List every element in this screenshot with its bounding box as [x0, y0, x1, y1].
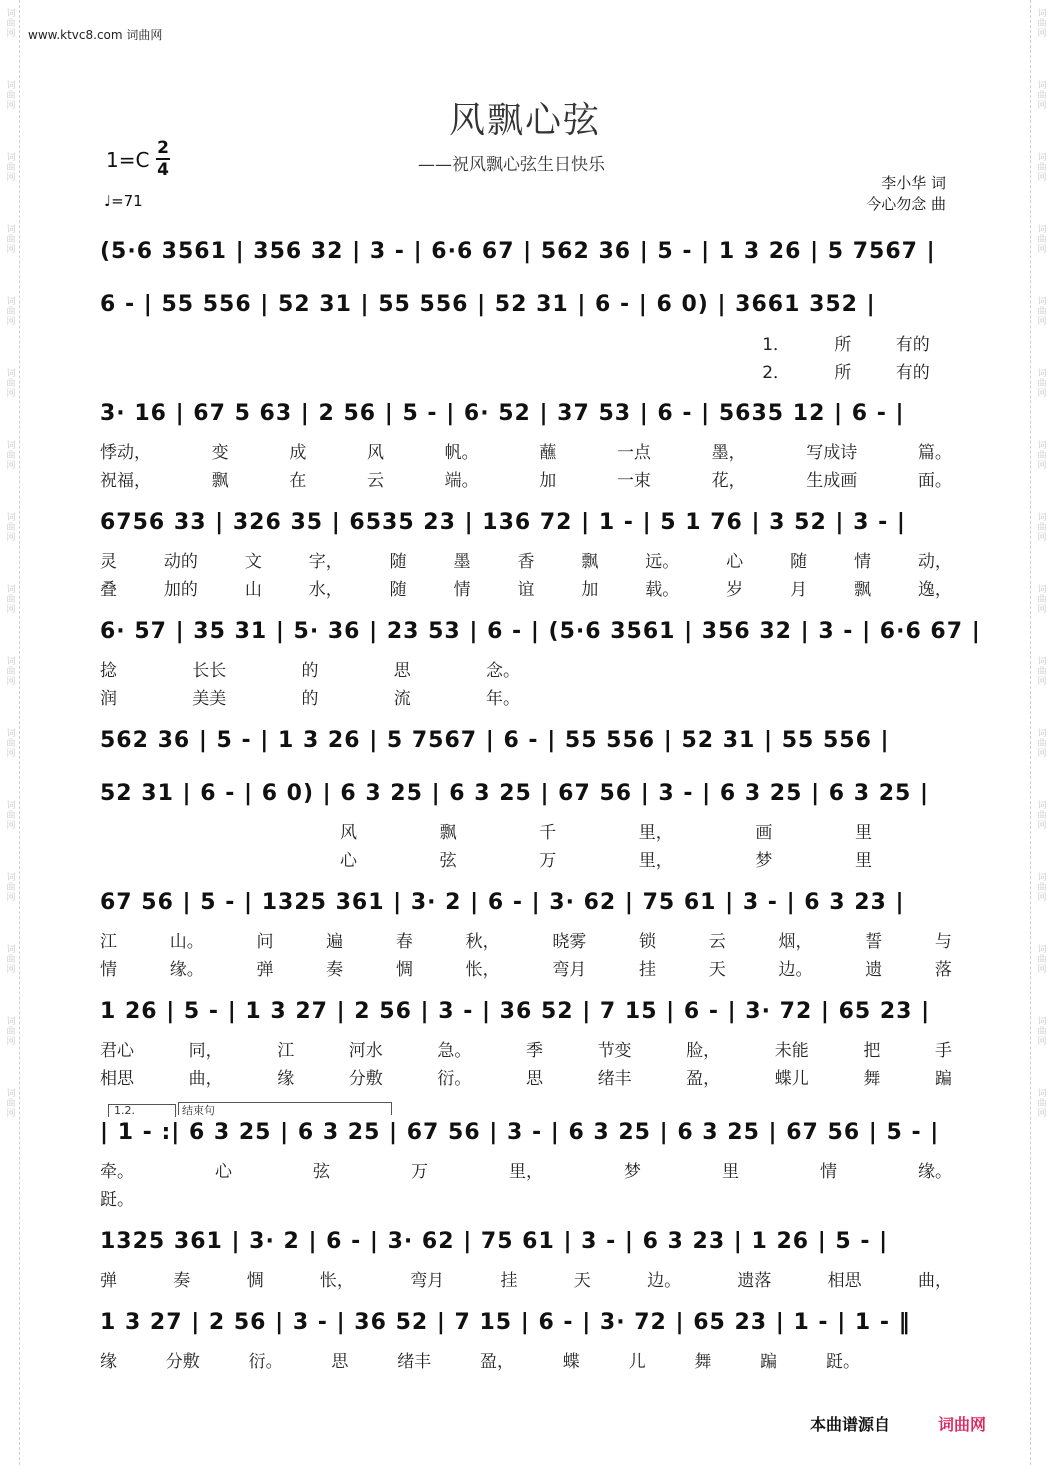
left-watermark-strip [0, 0, 20, 1465]
watermark-text: 词曲网 [1035, 8, 1046, 38]
watermark-text: 词曲网 [1035, 656, 1046, 686]
notation-row: 6· 57 | 35 31 | 5· 36 | 23 53 | 6 - | (5·6 3561 | 356 32 | 3 - | 6·6 67 | [100, 618, 981, 644]
footer-source-text: 本曲谱源自 [810, 1415, 891, 1434]
watermark-text: 词曲网 [4, 728, 15, 758]
watermark-text: 词曲网 [4, 944, 15, 974]
watermark-text: 词曲网 [1035, 440, 1046, 470]
watermark-text: 词曲网 [4, 800, 15, 830]
watermark-text: 词曲网 [1035, 80, 1046, 110]
lyric-line: 叠 加的 山 水， 随 情 谊 加 载。 岁 月 飘 逸， [100, 579, 952, 600]
lyric-line: 心 弦 万 里， 梦 里 [340, 850, 872, 871]
watermark-text: 词曲网 [1035, 152, 1046, 182]
watermark-text: 词曲网 [4, 80, 15, 110]
watermark-text: 词曲网 [1035, 872, 1046, 902]
lyric-line: 牵。 心 弦 万 里， 梦 里 情 缘。 [100, 1161, 952, 1182]
watermark-text: 词曲网 [1035, 512, 1046, 542]
watermark-text: 词曲网 [1035, 296, 1046, 326]
volta-label: 1.2. [114, 1104, 135, 1117]
watermark-text: 词曲网 [4, 1016, 15, 1046]
time-signature-top: 2 [157, 138, 169, 158]
notation-row: 1 26 | 5 - | 1 3 27 | 2 56 | 3 - | 36 52 | 7 15 | 6 - | 3· 72 | 65 23 | [100, 998, 931, 1024]
lyric-line: 1． 所 有的 [762, 334, 930, 355]
notation-row: 67 56 | 5 - | 1325 361 | 3· 2 | 6 - | 3· 62 | 75 61 | 3 - | 6 3 23 | [100, 889, 905, 915]
key-signature: 1=C [106, 148, 150, 172]
watermark-text: 词曲网 [4, 656, 15, 686]
watermark-text: 词曲网 [4, 872, 15, 902]
notation-row: 1 3 27 | 2 56 | 3 - | 36 52 | 7 15 | 6 - | 3· 72 | 65 23 | 1 - | 1 - ‖ [100, 1309, 911, 1335]
lyric-line: 君心 同， 江 河水 急。 季 节变 脸， 未能 把 手 [100, 1040, 952, 1061]
lyric-line: 灵 动的 文 字， 随 墨 香 飘 远。 心 随 情 动， [100, 551, 952, 572]
site-header: www.ktvc8.com 词曲网 [28, 28, 163, 42]
composer-credit: 今心勿念 曲 [866, 195, 946, 213]
watermark-text: 词曲网 [1035, 368, 1046, 398]
lyric-line: 江 山。 问 遍 春 秋， 晓雾 锁 云 烟， 誓 与 [100, 931, 952, 952]
credits [866, 173, 946, 215]
notation-row: | 1 - :| 6 3 25 | 6 3 25 | 67 56 | 3 - | 6 3 25 | 6 3 25 | 67 56 | 5 - | [100, 1119, 940, 1145]
time-signature-bottom: 4 [157, 160, 169, 180]
lyric-line: 捻 长长 的 思 念。 [100, 660, 520, 681]
watermark-text: 词曲网 [4, 296, 15, 326]
notation-row: 6 - | 55 556 | 52 31 | 55 556 | 52 31 | 6 - | 6 0) | 3661 352 | [100, 291, 876, 317]
coda-label: 结束句 [182, 1104, 215, 1117]
lyric-line: 跹。 [100, 1189, 134, 1210]
lyric-line: 2． 所 有的 [762, 362, 930, 383]
lyric-line: 情 缘。 弹 奏 惆 怅， 弯月 挂 天 边。 遗 落 [100, 959, 952, 980]
notation-row: 562 36 | 5 - | 1 3 26 | 5 7567 | 6 - | 55 556 | 52 31 | 55 556 | [100, 727, 890, 753]
lyric-line: 风 飘 千 里， 画 里 [340, 822, 872, 843]
lyric-line: 悸动， 变 成 风 帆。 蘸 一点 墨， 写成诗 篇。 [100, 442, 952, 463]
watermark-text: 词曲网 [4, 440, 15, 470]
notation-row: (5·6 3561 | 356 32 | 3 - | 6·6 67 | 562 36 | 5 - | 1 3 26 | 5 7567 | [100, 238, 936, 264]
watermark-text: 词曲网 [1035, 728, 1046, 758]
tempo-mark: ♩=71 [104, 192, 143, 210]
watermark-text: 词曲网 [1035, 944, 1046, 974]
right-watermark-strip [1030, 0, 1050, 1465]
watermark-text: 词曲网 [1035, 1016, 1046, 1046]
watermark-text: 词曲网 [4, 224, 15, 254]
notation-row: 1325 361 | 3· 2 | 6 - | 3· 62 | 75 61 | 3 - | 6 3 23 | 1 26 | 5 - | [100, 1228, 889, 1254]
watermark-text: 词曲网 [4, 152, 15, 182]
watermark-text: 词曲网 [4, 512, 15, 542]
notation-row: 6756 33 | 326 35 | 6535 23 | 136 72 | 1 - | 5 1 76 | 3 52 | 3 - | [100, 509, 906, 535]
footer-brand-link[interactable]: 词曲网 [938, 1415, 987, 1434]
lyric-line: 缘 分敷 衍。 思 绪丰 盈， 蝶 儿 舞 蹁 跹。 [100, 1351, 860, 1372]
watermark-text: 词曲网 [4, 8, 15, 38]
notation-row: 3· 16 | 67 5 63 | 2 56 | 5 - | 6· 52 | 37 53 | 6 - | 5635 12 | 6 - | [100, 400, 905, 426]
notation-row: 52 31 | 6 - | 6 0) | 6 3 25 | 6 3 25 | 67 56 | 3 - | 6 3 25 | 6 3 25 | [100, 780, 930, 806]
watermark-text: 词曲网 [1035, 1088, 1046, 1118]
lyric-line: 润 美美 的 流 年。 [100, 688, 520, 709]
time-signature [156, 138, 170, 180]
song-title: 风飘心弦 [448, 100, 601, 141]
lyric-line: 祝福， 飘 在 云 端。 加 一束 花， 生成画 面。 [100, 470, 952, 491]
lyric-line: 弹 奏 惆 怅， 弯月 挂 天 边。 遗落 相思 曲， [100, 1270, 952, 1291]
watermark-text: 词曲网 [4, 584, 15, 614]
lyric-line: 相思 曲， 缘 分敷 衍。 思 绪丰 盈， 蝶儿 舞 蹁 [100, 1068, 952, 1089]
watermark-text: 词曲网 [4, 368, 15, 398]
watermark-text: 词曲网 [4, 1088, 15, 1118]
song-subtitle: ——祝风飘心弦生日快乐 [418, 155, 605, 175]
footer [810, 1412, 986, 1435]
watermark-text: 词曲网 [1035, 800, 1046, 830]
lyricist-credit: 李小华 词 [881, 174, 946, 192]
watermark-text: 词曲网 [1035, 584, 1046, 614]
watermark-text: 词曲网 [1035, 224, 1046, 254]
